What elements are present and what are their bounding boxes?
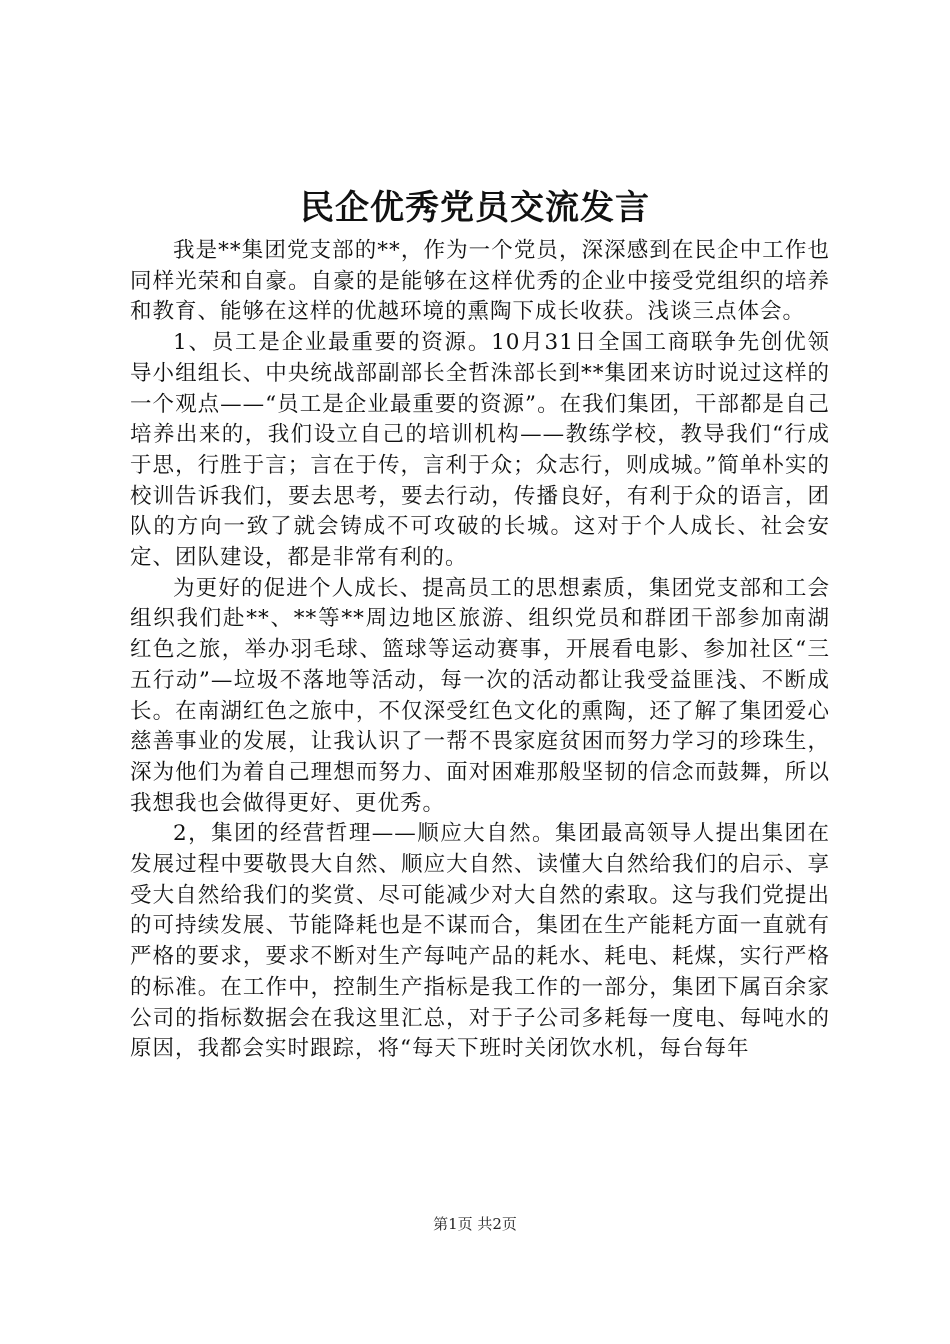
paragraph-point-2: 2，集团的经营哲理——顺应大自然。集团最高领导人提出集团在发展过程中要敬畏大自然、顺应大自然、读懂大自然给我们的启示、享受大自然给我们的奖赏、尽可能减少对大自然的索取。这与我们党提出的可持续发展、节能降耗也是不谋而合，集团在生产能耗方面一直就有严格的要求，要求不断对生产每吨产品的耗水、耗电、耗煤，实行严格的标准。在工作中，控制生产指标是我工作的一部分，集团下属百余家公司的指标数据会在我这里汇总，对于子公司多耗每一度电、每吨水的原因，我都会实时跟踪，将“每天下班时关闭饮水机，每台每年 xyxy=(130,821,830,1062)
paragraph-activities: 为更好的促进个人成长、提高员工的思想素质，集团党支部和工会组织我们赴**、**等**周边地区旅游、组织党员和群团干部参加南湖红色之旅，举办羽毛球、篮球等运动赛事，开展看电影、参加社区“三五行动”—垃圾不落地等活动，每一次的活动都让我受益匪浅、不断成长。在南湖红色之旅中，不仅深受红色文化的熏陶，还了解了集团爱心慈善事业的发展，让我认识了一帮不畏家庭贫困而努力学习的珍珠生，深为他们为着自己理想而努力、面对困难那般坚韧的信念而鼓舞，所以我想我也会做得更好、更优秀。 xyxy=(130,575,830,816)
document-body xyxy=(130,236,830,1065)
page-title: 民企优秀党员交流发言 xyxy=(300,188,650,228)
paragraph-point-1: 1、员工是企业最重要的资源。10月31日全国工商联争先创优领导小组组长、中央统战部副部长全哲洙部长到**集团来访时说过这样的一个观点——“员工是企业最重要的资源”。在我们集团，干部都是自己培养出来的，我们设立自己的培训机构——教练学校，教导我们“行成于思，行胜于言；言在于传，言利于众；众志行，则成城。”简单朴实的校训告诉我们，要去思考，要去行动，传播良好，有利于众的语言，团队的方向一致了就会铸成不可攻破的长城。这对于个人成长、社会安定、团队建设，都是非常有利的。 xyxy=(130,330,830,571)
page-number-footer: 第1页 共2页 xyxy=(433,1215,517,1233)
paragraph-intro: 我是**集团党支部的**，作为一个党员，深深感到在民企中工作也同样光荣和自豪。自豪的是能够在这样优秀的企业中接受党组织的培养和教育、能够在这样的优越环境的熏陶下成长收获。浅谈三点体会。 xyxy=(130,238,830,325)
